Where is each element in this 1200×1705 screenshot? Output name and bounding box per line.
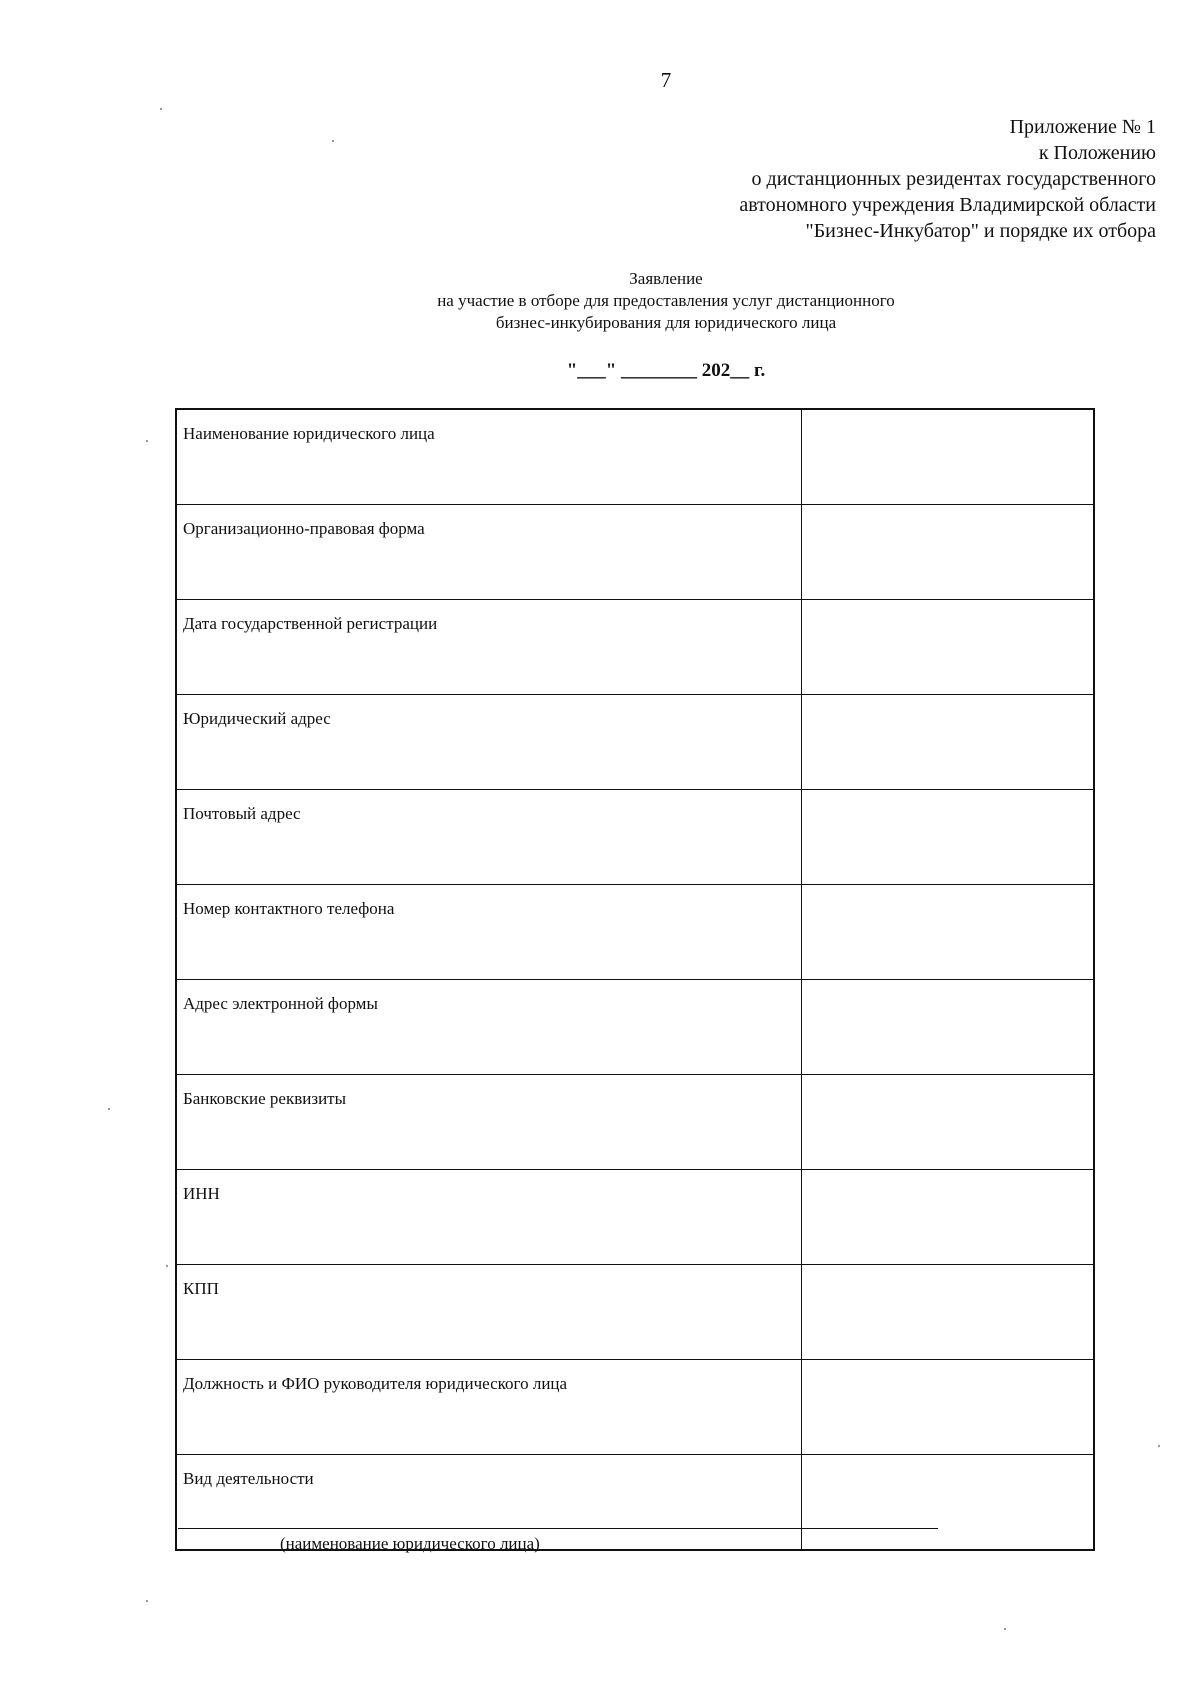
field-value-cell[interactable]: [802, 980, 1095, 1075]
field-label: Банковские реквизиты: [176, 1075, 802, 1170]
table-row: [176, 1170, 1094, 1265]
table-row: [176, 1360, 1094, 1455]
title-line: бизнес-инкубирования для юридического лица: [495, 313, 837, 332]
table-row: [176, 885, 1094, 980]
field-label: Номер контактного телефона: [176, 885, 802, 980]
table-row: [176, 695, 1094, 790]
table-row: [176, 1075, 1094, 1170]
field-value-cell[interactable]: [802, 1170, 1095, 1265]
table-row: [176, 600, 1094, 695]
scan-speck: [146, 1600, 148, 1602]
field-value-cell[interactable]: [802, 1075, 1095, 1170]
field-label: Наименование юридического лица: [176, 409, 802, 505]
field-value-cell[interactable]: [802, 409, 1095, 505]
field-value-cell[interactable]: [802, 505, 1095, 600]
scan-speck: [146, 440, 148, 442]
appendix-line: Приложение № 1: [1009, 116, 1156, 138]
field-label: Вид деятельности: [176, 1455, 802, 1551]
document-title: [0, 268, 1200, 334]
signature-caption: (наименование юридического лица): [280, 1534, 540, 1553]
field-value-cell[interactable]: [802, 1360, 1095, 1455]
title-line: на участие в отборе для предоставления услуг дистанционного: [437, 291, 895, 310]
scan-speck: [108, 1108, 110, 1110]
field-value-cell[interactable]: [802, 790, 1095, 885]
scan-speck: [332, 140, 334, 142]
table-row: [176, 409, 1094, 505]
table-row: [176, 1265, 1094, 1360]
appendix-line: к Положению: [1038, 142, 1156, 164]
field-label: Дата государственной регистрации: [176, 600, 802, 695]
table-row: [176, 980, 1094, 1075]
field-label: Адрес электронной формы: [176, 980, 802, 1075]
appendix-reference: [739, 114, 1156, 244]
field-value-cell[interactable]: [802, 695, 1095, 790]
page-number: 7: [660, 68, 672, 92]
field-label: Организационно-правовая форма: [176, 505, 802, 600]
scan-speck: [1158, 1445, 1160, 1447]
field-value-cell[interactable]: [802, 885, 1095, 980]
field-label: КПП: [176, 1265, 802, 1360]
appendix-line: о дистанционных резидентах государственного: [751, 168, 1156, 190]
field-label: Юридический адрес: [176, 695, 802, 790]
table-row: [176, 505, 1094, 600]
field-label: Должность и ФИО руководителя юридического лица: [176, 1360, 802, 1455]
title-heading: Заявление: [629, 269, 703, 288]
field-label: ИНН: [176, 1170, 802, 1265]
appendix-line: автономного учреждения Владимирской области: [739, 194, 1156, 216]
scan-speck: [160, 108, 162, 110]
field-value-cell[interactable]: [802, 1455, 1095, 1551]
scan-speck: [1004, 1628, 1006, 1630]
field-value-cell[interactable]: [802, 600, 1095, 695]
appendix-line: "Бизнес-Инкубатор" и порядке их отбора: [805, 220, 1156, 242]
signature-line: [178, 1528, 938, 1529]
field-value-cell[interactable]: [802, 1265, 1095, 1360]
application-form-table: [175, 408, 1095, 1551]
scan-speck: [166, 1265, 168, 1267]
table-row: [176, 790, 1094, 885]
field-label: Почтовый адрес: [176, 790, 802, 885]
date-line: "___" ________ 202__ г.: [566, 360, 766, 381]
